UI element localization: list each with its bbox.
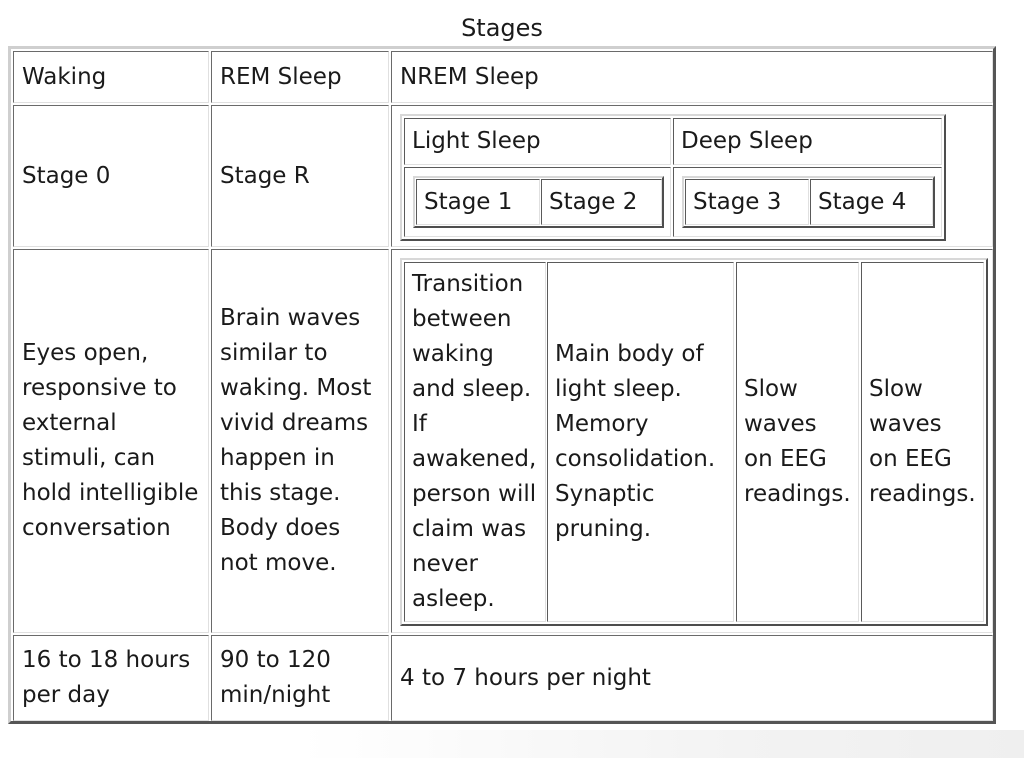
duration-nrem	[391, 635, 993, 721]
stage-rem-text: Stage R	[220, 162, 310, 189]
description-stage-3-text: Slow waves on EEG readings.	[744, 376, 851, 507]
stage-2-cell	[541, 179, 662, 225]
light-sleep-stages-cell	[404, 167, 671, 237]
stage-waking-text: Stage 0	[22, 162, 111, 189]
table-caption: Stages	[461, 14, 543, 42]
stage-3-cell	[685, 179, 809, 225]
header-waking-text: Waking	[22, 63, 107, 90]
light-sleep-subtable	[413, 176, 664, 228]
duration-waking-text: 16 to 18 hours per day	[22, 647, 191, 708]
nrem-stages-subtable	[400, 114, 946, 241]
header-rem-text: REM Sleep	[220, 63, 342, 90]
header-nrem	[391, 51, 993, 103]
stage-4-cell	[810, 179, 933, 225]
description-rem-text: Brain waves similar to waking. Most vivid dreams happen in this stage. Body does not move.	[220, 305, 372, 576]
duration-rem-text: 90 to 120 min/night	[220, 647, 331, 708]
description-rem	[211, 249, 389, 633]
stage-3-text: Stage 3	[693, 188, 782, 215]
deep-sleep-stages-cell	[673, 167, 942, 237]
description-nrem-cell	[391, 249, 993, 633]
description-stage-4-text: Slow waves on EEG readings.	[869, 376, 976, 507]
stage-2-text: Stage 2	[549, 188, 638, 215]
header-waking	[13, 51, 209, 103]
description-waking-text: Eyes open, responsive to external stimuli, can hold intelligible conversation	[22, 340, 199, 541]
duration-waking	[13, 635, 209, 721]
description-stage-2-text: Main body of light sleep. Memory consolidation. Synaptic pruning.	[555, 341, 716, 542]
header-nrem-text: NREM Sleep	[400, 63, 539, 90]
description-stage-3	[736, 262, 859, 622]
stage-waking	[13, 105, 209, 247]
duration-nrem-text: 4 to 7 hours per night	[400, 664, 651, 691]
stage-nrem-cell	[391, 105, 993, 247]
page-bottom-shadow	[300, 730, 1024, 758]
stage-rem	[211, 105, 389, 247]
nrem-descriptions-subtable	[400, 258, 988, 626]
sleep-stages-table	[8, 46, 996, 724]
deep-sleep-subtable	[682, 176, 935, 228]
description-stage-4	[861, 262, 984, 622]
header-rem	[211, 51, 389, 103]
light-sleep-header	[404, 118, 671, 165]
description-stage-2	[547, 262, 734, 622]
deep-sleep-header	[673, 118, 942, 165]
description-stage-1-text: Transition between waking and sleep. If awakened, person will claim was never asleep.	[412, 271, 537, 612]
stage-4-text: Stage 4	[818, 188, 907, 215]
stage-1-text: Stage 1	[424, 188, 513, 215]
duration-rem	[211, 635, 389, 721]
description-stage-1	[404, 262, 546, 622]
stage-1-cell	[416, 179, 540, 225]
deep-sleep-text: Deep Sleep	[681, 128, 813, 154]
light-sleep-text: Light Sleep	[412, 128, 541, 154]
description-waking	[13, 249, 209, 633]
